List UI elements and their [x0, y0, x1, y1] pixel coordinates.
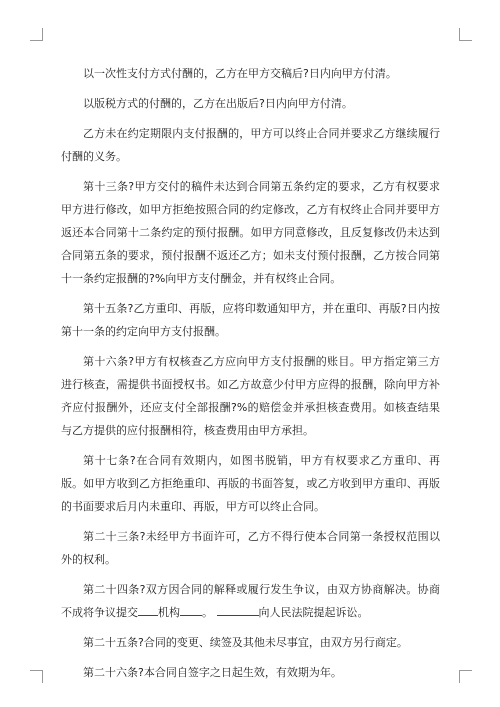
- crop-mark-top-left: [30, 28, 43, 41]
- clause-17: 第十七条?在合同有效期内，如图书脱销，甲方有权要求乙方重印、再版。如甲方收到乙方拒绝重印、再版的书面答复，或乙方收到甲方重印、再版的书面要求后月内未重印、再版，甲方可以终止合同。: [61, 454, 440, 513]
- clause-26: 第二十六条?本合同自签字之日起生效，有效期为年。: [83, 666, 342, 679]
- blank-underline-3: [217, 603, 259, 616]
- paragraph-lump-sum: 以一次性支付方式付酬的，乙方在甲方交稿后?日内向甲方付清。: [83, 67, 397, 80]
- paragraph-royalty: 以版税方式的付酬的，乙方在出版后?日内向甲方付清。: [83, 97, 353, 110]
- clause-24-text-b: 机构: [158, 606, 180, 619]
- blank-underline-1: [138, 603, 158, 616]
- paragraph-late-payment: 乙方未在约定期限内支付报酬的，甲方可以终止合同并要求乙方继续履行付酬的义务。: [61, 127, 440, 163]
- crop-mark-top-right: [459, 28, 472, 41]
- clause-24: [61, 578, 440, 624]
- clause-25: 第二十五条?合同的变更、续签及其他未尽事宜，由双方另行商定。: [83, 636, 408, 649]
- blank-underline-2: [180, 603, 202, 616]
- clause-23: 第二十三条?未经甲方书面许可，乙方不得行使本合同第一条授权范围以外的权利。: [61, 530, 440, 566]
- clause-24-text-c: 。: [202, 606, 213, 619]
- clause-24-text-a: 第二十四条?双方因合同的解释或履行发生争议，由双方协商解决。协商不成将争议提交: [61, 583, 440, 619]
- clause-16: 第十六条?甲方有权核查乙方应向甲方支付报酬的账目。甲方指定第三方进行核查，需提供书面授权书。如乙方故意少付甲方应得的报酬，除向甲方补齐应付报酬外，还应支付全部报酬?%的赔偿金并承担核查费用。如核查结果与乙方提供的应付报酬相符，核查费用由甲方承担。: [61, 355, 440, 437]
- crop-mark-bottom-right: [459, 670, 472, 683]
- clause-24-text-d: 向人民法院提起诉讼。: [258, 606, 369, 619]
- clause-15: 第十五条?乙方重印、再版，应将印数通知甲方，并在重印、再版?日内按第十一条的约定向甲方支付报酬。: [61, 302, 440, 338]
- crop-mark-bottom-left: [30, 670, 43, 683]
- clause-13: 第十三条?甲方交付的稿件未达到合同第五条约定的要求，乙方有权要求甲方进行修改，如甲方拒绝按照合同的约定修改，乙方有权终止合同并要甲方返还本合同第十二条约定的预付报酬。如甲方同意修改，且反复修改仍未达到合同第五条的要求，预付报酬不返还乙方；如未支付预付报酬，乙方按合同第十一条约定报酬的?%向甲方支付酬金，并有权终止合同。: [61, 180, 440, 285]
- document-page: [61, 62, 440, 691]
